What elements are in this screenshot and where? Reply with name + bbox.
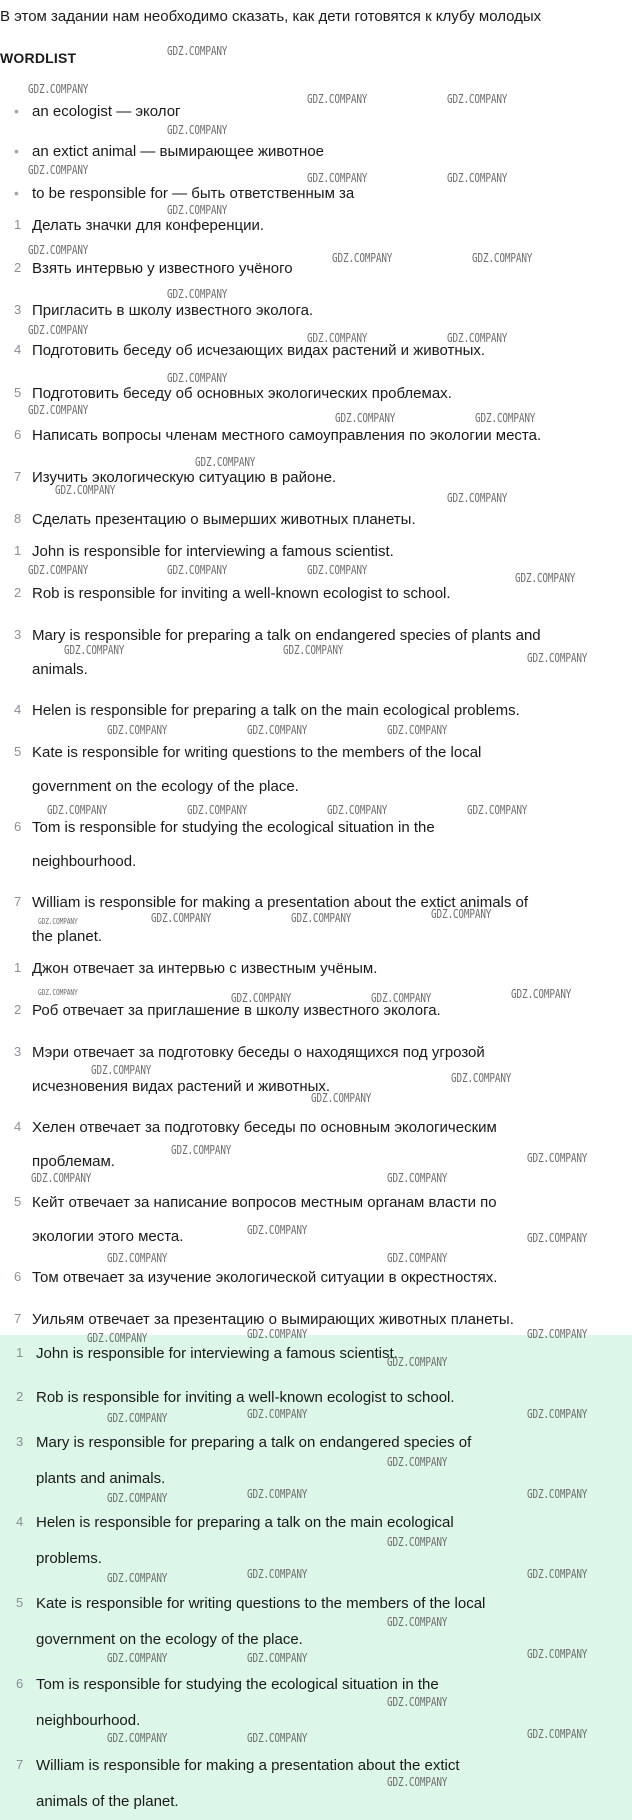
watermark: GDZ.COMPANY	[387, 1535, 448, 1549]
watermark: GDZ.COMPANY	[107, 1731, 168, 1745]
bullet-icon: •	[14, 103, 19, 119]
intro-text: В этом задании нам необходимо сказать, как дети готовятся к клубу молодых	[0, 8, 542, 25]
watermark: GDZ.COMPANY	[247, 723, 308, 737]
watermark: GDZ.COMPANY	[64, 643, 125, 657]
watermark: GDZ.COMPANY	[28, 563, 89, 577]
watermark: GDZ.COMPANY	[247, 1731, 308, 1745]
watermark: GDZ.COMPANY	[451, 1071, 512, 1085]
watermark: GDZ.COMPANY	[527, 1151, 588, 1165]
watermark: GDZ.COMPANY	[167, 563, 228, 577]
watermark: GDZ.COMPANY	[291, 911, 352, 925]
watermark: GDZ.COMPANY	[527, 1407, 588, 1421]
watermark: GDZ.COMPANY	[387, 723, 448, 737]
watermark: GDZ.COMPANY	[107, 723, 168, 737]
watermark: GDZ.COMPANY	[527, 1487, 588, 1501]
watermark: GDZ.COMPANY	[447, 491, 508, 505]
watermark: GDZ.COMPANY	[247, 1223, 308, 1237]
watermark: GDZ.COMPANY	[247, 1651, 308, 1665]
watermark: GDZ.COMPANY	[107, 1411, 168, 1425]
watermark: GDZ.COMPANY	[431, 907, 492, 921]
watermark: GDZ.COMPANY	[247, 1407, 308, 1421]
watermark: GDZ.COMPANY	[515, 571, 576, 585]
watermark: GDZ.COMPANY	[167, 287, 228, 301]
watermark: GDZ.COMPANY	[327, 803, 388, 817]
watermark: GDZ.COMPANY	[28, 82, 89, 96]
watermark: GDZ.COMPANY	[387, 1455, 448, 1469]
watermark: GDZ.COMPANY	[387, 1171, 448, 1185]
watermark: GDZ.COMPANY	[107, 1491, 168, 1505]
watermark: GDZ.COMPANY	[28, 323, 89, 337]
watermark: GDZ.COMPANY	[527, 1231, 588, 1245]
watermark: GDZ.COMPANY	[47, 803, 108, 817]
bullet-icon: •	[14, 143, 19, 159]
watermark: GDZ.COMPANY	[231, 991, 292, 1005]
watermark: GDZ.COMPANY	[171, 1143, 232, 1157]
watermark: GDZ.COMPANY	[307, 171, 368, 185]
watermark: GDZ.COMPANY	[387, 1251, 448, 1265]
watermark: GDZ.COMPANY	[167, 44, 228, 58]
watermark: GDZ.COMPANY	[167, 203, 228, 217]
watermark: GDZ.COMPANY	[527, 1727, 588, 1741]
watermark: GDZ.COMPANY	[307, 563, 368, 577]
watermark: GDZ.COMPANY	[387, 1775, 448, 1789]
watermark: GDZ.COMPANY	[335, 411, 396, 425]
wordlist-title: WORDLIST	[0, 50, 77, 66]
watermark: GDZ.COMPANY	[55, 483, 116, 497]
watermark: GDZ.COMPANY	[31, 1171, 92, 1185]
bullet-icon: •	[14, 185, 19, 201]
watermark: GDZ.COMPANY	[371, 991, 432, 1005]
watermark: GDZ.COMPANY	[107, 1251, 168, 1265]
watermark: GDZ.COMPANY	[527, 651, 588, 665]
watermark: GDZ.COMPANY	[283, 643, 344, 657]
watermark: GDZ.COMPANY	[247, 1487, 308, 1501]
watermark: GDZ.COMPANY	[28, 243, 89, 257]
watermark: GDZ.COMPANY	[311, 1091, 372, 1105]
watermark: GDZ.COMPANY	[472, 251, 533, 265]
watermark: GDZ.COMPANY	[167, 371, 228, 385]
watermark: GDZ.COMPANY	[151, 911, 212, 925]
watermark: GDZ.COMPANY	[107, 1651, 168, 1665]
watermark: GDZ.COMPANY	[167, 123, 228, 137]
watermark: GDZ.COMPANY	[307, 92, 368, 106]
watermark: GDZ.COMPANY	[332, 251, 393, 265]
answer-panel	[0, 1335, 632, 1820]
watermark: GDZ.COMPANY	[527, 1567, 588, 1581]
watermark: GDZ.COMPANY	[107, 1571, 168, 1585]
watermark: GDZ.COMPANY	[247, 1567, 308, 1581]
watermark: GDZ.COMPANY	[467, 803, 528, 817]
watermark: GDZ.COMPANY	[28, 163, 89, 177]
watermark: GDZ.COMPANY	[447, 92, 508, 106]
watermark: GDZ.COMPANY	[187, 803, 248, 817]
watermark: GDZ.COMPANY	[91, 1063, 152, 1077]
page: В этом задании нам необходимо сказать, как дети готовятся к клубу молодых WORDLIST • an ecologist — эколог • an extict animal — вымирающее животное • to be responsible for — быть ответственным за 1 Делать значки для конференции. 2 Взять интервью у известного учёного 3 Пригласить в школу известного эколога. 4 Подготовить беседу об исчезающих видах растений и животных. 5 Подготовить беседу об основных экологических проблемах. 6 Написать вопросы членам местного самоуправления по экологии места. 7 Изучить экологическую ситуацию в районе. 8 Сделать презентацию о вымерших животных планеты. 1 John is responsible for interviewing a famous scientist. 2 Rob is responsible for inviting a well-known ecologist to school. 3 Mary is responsible for preparing a talk on endangered species of plants and animals. 4 Helen is responsible for preparing a talk on the main ecological problems. 5 Kate is responsible for writing questions to the members of the local government on the ecology of the place. 6 Tom is responsible for studying the ecological situation in the neighbourhood. 7 William is responsible for making a presentation about the extict animals of the planet. 1 Джон отвечает за интервью с известным учёным. 2 Роб отвечает за приглашение в школу известного эколога. 3 Мэри отвечает за подготовку беседы о находящихся под угрозой исчезновения видах растений и животных. 4 Хелен отвечает за подготовку беседы по основным экологическим проблемам. 5 Кейт отвечает за написание вопросов местным органам власти по экологии этого места. 6 Том отвечает за изучение экологической ситуации в окрестностях. 7 Уильям отвечает за презентацию о вымирающих животных планеты. 1 John is responsible for interviewing a famous scientist. 2 Rob is responsible for inviting a well-known ecologist to school. 3 Mary is responsible for preparing a talk on endangered species of plants and animals. 4 Helen is responsible for preparing a talk on the main ecological problems. 5 Kate is responsible for writing questions to the members of the local government on the ecology of the place. 6 Tom is responsible for studying the ecological situation in the neighbourhood. 7 William is responsible for making a presentation about the extict animals of the planet. GDZ.COMPANY GDZ.COMPANY GDZ.COMPANY GDZ.COMPANY GDZ.COMPANY GDZ.COMPANY GDZ.COMPANY GDZ.COMPANY GDZ.COMPANY GDZ.COMPANY GDZ.COMPANY GDZ.COMPANY GDZ.COMPANY GDZ.COMPANY GDZ.COMPANY GDZ.COMPANY GDZ.COMPANY GDZ.COMPANY GDZ.COMPANY GDZ.COMPANY GDZ.COMPANY GDZ.COMPANY GDZ.COMPANY GDZ.COMPANY GDZ.COMPANY GDZ.COMPANY GDZ.COMPANY GDZ.COMPANY GDZ.COMPANY GDZ.COMPANY GDZ.COMPANY GDZ.COMPANY GDZ.COMPANY GDZ.COMPANY GDZ.COMPANY GDZ.COMPANY GDZ.COMPANY GDZ.COMPANY GDZ.COMPANY GDZ.COMPANY GDZ.COMPANY GDZ.COMPANY GDZ.COMPANY GDZ.COMPANY GDZ.COMPANY GDZ.COMPANY GDZ.COMPANY GDZ.COMPANY GDZ.COMPANY GDZ.COMPANY GDZ.COMPANY GDZ.COMPANY GDZ.COMPANY GDZ.COMPANY GDZ.COMPANY GDZ.COMPANY GDZ.COMPANY GDZ.COMPANY GDZ.COMPANY GDZ.COMPANY GDZ.COMPANY GDZ.COMPANY GDZ.COMPANY GDZ.COMPANY GDZ.COMPANY GDZ.COMPANY GDZ.COMPANY GDZ.COMPANY GDZ.COMPANY GDZ.COMPANY GDZ.COMPANY GDZ.COMPANY GDZ.COMPANY GDZ.COMPANY GDZ.COMPANY GDZ.COMPANY GDZ.COMPANY GDZ.COMPANY GDZ.COMPANY GDZ.COMPANY	[0, 0, 632, 1820]
watermark: GDZ.COMPANY	[387, 1615, 448, 1629]
watermark: GDZ.COMPANY	[387, 1695, 448, 1709]
watermark: GDZ.COMPANY	[38, 917, 78, 926]
watermark: GDZ.COMPANY	[87, 1331, 148, 1345]
watermark: GDZ.COMPANY	[307, 331, 368, 345]
watermark: GDZ.COMPANY	[387, 1355, 448, 1369]
watermark: GDZ.COMPANY	[38, 988, 78, 997]
watermark: GDZ.COMPANY	[28, 403, 89, 417]
watermark: GDZ.COMPANY	[527, 1647, 588, 1661]
watermark: GDZ.COMPANY	[527, 1327, 588, 1341]
watermark: GDZ.COMPANY	[511, 987, 572, 1001]
watermark: GDZ.COMPANY	[447, 171, 508, 185]
watermark: GDZ.COMPANY	[447, 331, 508, 345]
watermark: GDZ.COMPANY	[195, 455, 256, 469]
watermark: GDZ.COMPANY	[475, 411, 536, 425]
watermark: GDZ.COMPANY	[247, 1327, 308, 1341]
